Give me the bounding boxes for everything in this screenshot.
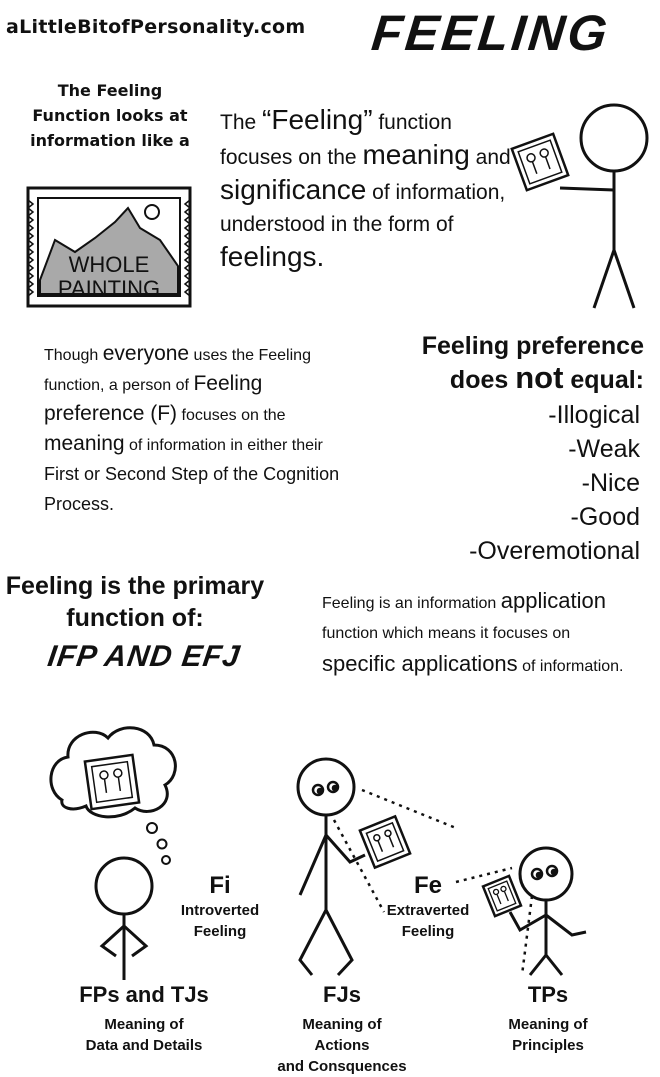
fi-code: Fi xyxy=(209,872,231,899)
group-desc-1: Meaning of xyxy=(302,1016,382,1033)
preference-item: -Nice xyxy=(581,469,640,497)
everyone-text-1: Though xyxy=(44,347,103,364)
everyone-text-3: focuses on the xyxy=(177,407,286,424)
intro-text-2: function focuses on the xyxy=(220,111,452,169)
preference-not: not xyxy=(515,360,564,395)
everyone-word: everyone xyxy=(102,342,190,365)
application-word: application xyxy=(500,588,606,613)
application-text-1: Feeling is an information xyxy=(322,595,501,612)
preference-item: -Weak xyxy=(568,435,640,463)
intro-significance-word: significance xyxy=(220,174,367,205)
introverted-thinking-figure xyxy=(51,728,175,980)
intro-text-1: The xyxy=(220,111,263,134)
looks-like-caption: The Feeling Function looks at information like a xyxy=(30,81,190,150)
preference-item: -Overemotional xyxy=(469,537,640,565)
intro-meaning-word: meaning xyxy=(362,139,470,170)
group-desc-2: Data and Details xyxy=(85,1037,203,1054)
intro-text-3: and xyxy=(469,146,511,169)
fe-sub1: Extraverted xyxy=(386,902,470,919)
preference-heading xyxy=(422,330,644,396)
page-title: FEELING xyxy=(369,5,613,61)
application-paragraph xyxy=(322,586,642,682)
fi-sub2: Feeling xyxy=(193,923,247,940)
fi-label xyxy=(170,872,270,942)
group-fjs xyxy=(262,982,422,1077)
preference-item: -Illogical xyxy=(548,401,640,429)
specific-applications-word: specific applications xyxy=(322,651,518,676)
group-desc-1: Meaning of xyxy=(508,1016,588,1033)
application-text-2: function which means it focuses on xyxy=(322,625,571,642)
preference-item: -Good xyxy=(570,503,640,531)
group-desc-2: Principles xyxy=(512,1037,584,1054)
fe-sub2: Feeling xyxy=(401,923,455,940)
everyone-text-4: of information in either their xyxy=(124,437,323,454)
painting-label-1: WHOLE xyxy=(68,252,150,277)
feeling-preference-word: Feeling preference (F) xyxy=(44,372,263,425)
cognition-steps-text: First or Second Step of the Cognition Process. xyxy=(44,464,340,514)
primary-function-heading: Feeling is the primary function of: xyxy=(5,572,265,632)
everyone-paragraph xyxy=(44,340,344,520)
painting-label-2: PAINTING xyxy=(57,276,161,301)
application-text-3: of information. xyxy=(517,658,624,675)
preference-does: does xyxy=(449,366,516,394)
site-name: aLittleBitofPersonality.com xyxy=(6,16,306,38)
everyone-meaning-word: meaning xyxy=(44,432,125,455)
preference-list xyxy=(469,398,640,568)
intro-feelings-word: feelings. xyxy=(220,241,325,272)
group-desc-1: Meaning of xyxy=(104,1016,184,1033)
fe-code: Fe xyxy=(414,872,443,899)
preference-heading-line1: Feeling preference xyxy=(421,332,644,360)
fi-sub1: Introverted xyxy=(180,902,260,919)
group-name: FJs xyxy=(323,982,361,1007)
intro-feeling-word: “Feeling” xyxy=(262,104,373,135)
intro-text-4: of information, understood in the form of xyxy=(220,181,506,236)
group-name: FPs and TJs xyxy=(79,982,209,1007)
preference-equal: equal: xyxy=(563,366,644,394)
group-desc-2: Actions xyxy=(314,1037,370,1054)
primary-types: IFP AND EFJ xyxy=(45,640,243,673)
group-tps xyxy=(478,982,618,1056)
intro-paragraph xyxy=(220,104,520,276)
group-desc-3: and Consquences xyxy=(277,1058,407,1075)
extraverted-feeling-figure xyxy=(298,759,410,975)
group-fps-tjs xyxy=(54,982,234,1056)
tp-figure xyxy=(483,848,586,975)
group-name: TPs xyxy=(527,982,569,1007)
fe-label xyxy=(372,872,484,942)
everyone-text-2: uses the Feeling function, a person of xyxy=(44,347,311,394)
stick-figure-holding-picture xyxy=(512,105,647,308)
